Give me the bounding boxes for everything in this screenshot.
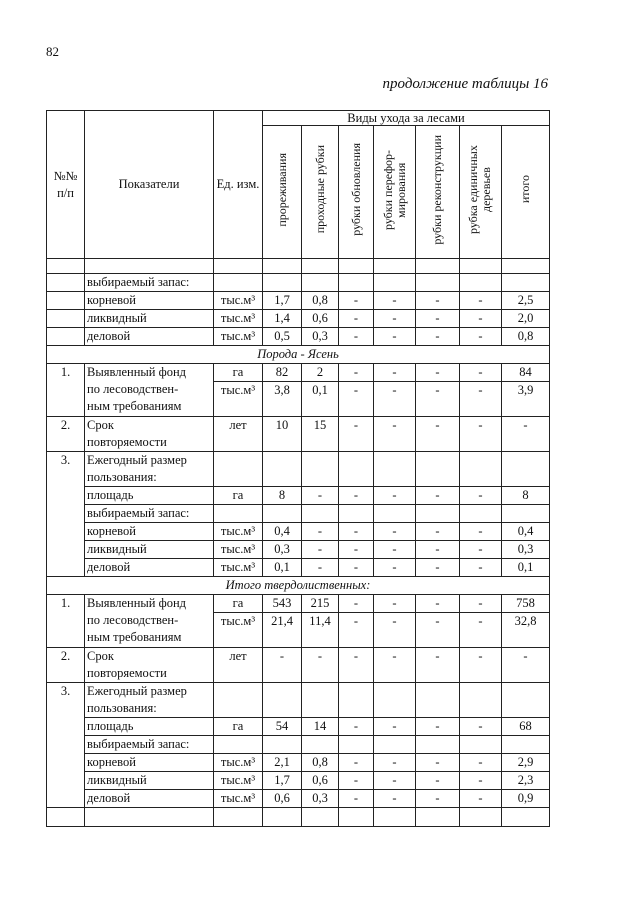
value-cell <box>339 683 374 718</box>
section-title: Итого твердолиственных: <box>47 577 550 595</box>
value-cell <box>374 274 416 292</box>
value-cell: 543 <box>263 595 302 613</box>
value-cell: 0,8 <box>502 328 550 346</box>
value-cell <box>263 452 302 487</box>
value-cell: - <box>502 417 550 452</box>
row-unit: лет <box>214 648 263 683</box>
row-indicator: Ежегодный размер пользования: <box>85 452 214 487</box>
value-cell: - <box>339 487 374 505</box>
value-cell: - <box>374 772 416 790</box>
value-cell: 0,8 <box>302 292 339 310</box>
table-row <box>47 772 550 790</box>
header-num: №№ п/п <box>47 111 85 259</box>
value-cell: 21,4 <box>263 613 302 648</box>
row-number: 2. <box>47 648 85 683</box>
value-cell: 2,1 <box>263 754 302 772</box>
value-cell: - <box>416 328 460 346</box>
value-cell: - <box>416 648 460 683</box>
value-cell: - <box>416 595 460 613</box>
value-cell <box>502 274 550 292</box>
value-cell: 0,5 <box>263 328 302 346</box>
value-cell: - <box>460 487 502 505</box>
value-cell: - <box>374 790 416 808</box>
value-cell <box>416 274 460 292</box>
row-unit: тыс.м³ <box>214 292 263 310</box>
value-cell <box>502 683 550 718</box>
value-cell: - <box>374 328 416 346</box>
row-number <box>47 328 85 346</box>
value-cell <box>339 505 374 523</box>
header-unit: Ед. изм. <box>214 111 263 259</box>
value-cell: - <box>460 595 502 613</box>
table-caption: продолжение таблицы 16 <box>382 76 548 92</box>
value-cell: - <box>339 523 374 541</box>
row-indicator: площадь <box>85 718 214 736</box>
header-col-renewal: рубки обновления <box>339 126 374 259</box>
forest-care-table <box>46 110 550 827</box>
value-cell: - <box>339 541 374 559</box>
table-row <box>47 541 550 559</box>
value-cell: - <box>339 364 374 382</box>
value-cell: 8 <box>263 487 302 505</box>
value-cell: 2,5 <box>502 292 550 310</box>
table-row <box>47 790 550 808</box>
value-cell: - <box>339 417 374 452</box>
value-cell <box>460 274 502 292</box>
row-unit <box>214 274 263 292</box>
value-cell: 1,7 <box>263 292 302 310</box>
row-unit: тыс.м³ <box>214 382 263 417</box>
value-cell: 0,6 <box>263 790 302 808</box>
row-indicator: Выявленный фонд по лесоводствен- ным требованиям <box>85 364 214 417</box>
value-cell: - <box>416 417 460 452</box>
empty-cell <box>214 808 263 827</box>
spacer-row <box>47 259 550 274</box>
row-number: 2. <box>47 417 85 452</box>
value-cell: - <box>339 382 374 417</box>
value-cell: - <box>460 310 502 328</box>
value-cell: 2,3 <box>502 772 550 790</box>
value-cell: - <box>339 648 374 683</box>
row-unit: тыс.м³ <box>214 613 263 648</box>
row-number: 1. <box>47 364 85 417</box>
value-cell: - <box>416 541 460 559</box>
value-cell: - <box>460 382 502 417</box>
value-cell: - <box>339 595 374 613</box>
value-cell <box>416 452 460 487</box>
value-cell: - <box>416 364 460 382</box>
table-row <box>47 328 550 346</box>
row-unit: га <box>214 487 263 505</box>
value-cell: - <box>416 772 460 790</box>
row-indicator: выбираемый запас: <box>85 736 214 754</box>
row-unit: тыс.м³ <box>214 754 263 772</box>
value-cell: 0,3 <box>302 328 339 346</box>
row-indicator: площадь <box>85 487 214 505</box>
row-unit <box>214 505 263 523</box>
table-row <box>47 364 550 382</box>
value-cell <box>460 736 502 754</box>
table-row <box>47 292 550 310</box>
row-unit: га <box>214 595 263 613</box>
value-cell: - <box>339 754 374 772</box>
value-cell: - <box>339 613 374 648</box>
value-cell: 1,7 <box>263 772 302 790</box>
value-cell: 84 <box>502 364 550 382</box>
table-row <box>47 718 550 736</box>
value-cell: - <box>374 417 416 452</box>
row-indicator: выбираемый запас: <box>85 274 214 292</box>
row-indicator: выбираемый запас: <box>85 505 214 523</box>
row-number: 1. <box>47 595 85 648</box>
value-cell: - <box>460 292 502 310</box>
value-cell: - <box>339 772 374 790</box>
table-row <box>47 595 550 613</box>
row-unit: тыс.м³ <box>214 541 263 559</box>
table-row <box>47 452 550 487</box>
value-cell <box>502 452 550 487</box>
value-cell: - <box>416 790 460 808</box>
row-unit: тыс.м³ <box>214 559 263 577</box>
value-cell: 32,8 <box>502 613 550 648</box>
page-number: 82 <box>46 44 59 59</box>
value-cell: 11,4 <box>302 613 339 648</box>
value-cell: - <box>460 772 502 790</box>
value-cell: 0,4 <box>263 523 302 541</box>
empty-cell <box>374 808 416 827</box>
row-number <box>47 292 85 310</box>
value-cell: - <box>302 523 339 541</box>
header-indicators: Показатели <box>85 111 214 259</box>
value-cell: 0,4 <box>502 523 550 541</box>
value-cell: - <box>263 648 302 683</box>
value-cell <box>263 274 302 292</box>
row-indicator: Срок повторяемости <box>85 648 214 683</box>
value-cell: - <box>460 648 502 683</box>
value-cell: - <box>460 523 502 541</box>
value-cell: - <box>416 487 460 505</box>
row-unit: лет <box>214 417 263 452</box>
table-row <box>47 736 550 754</box>
row-unit <box>214 683 263 718</box>
row-unit: тыс.м³ <box>214 310 263 328</box>
value-cell: - <box>416 382 460 417</box>
value-cell: - <box>339 328 374 346</box>
value-cell: - <box>302 559 339 577</box>
value-cell: - <box>460 541 502 559</box>
value-cell: 215 <box>302 595 339 613</box>
value-cell <box>302 683 339 718</box>
empty-cell <box>302 808 339 827</box>
value-cell: - <box>374 559 416 577</box>
table-row <box>47 559 550 577</box>
value-cell <box>502 736 550 754</box>
value-cell <box>302 505 339 523</box>
row-unit: тыс.м³ <box>214 328 263 346</box>
value-cell: - <box>374 292 416 310</box>
value-cell: - <box>460 559 502 577</box>
value-cell: - <box>374 310 416 328</box>
value-cell <box>302 452 339 487</box>
row-unit: га <box>214 364 263 382</box>
value-cell <box>460 452 502 487</box>
row-indicator: Ежегодный размер пользования: <box>85 683 214 718</box>
value-cell: 3,8 <box>263 382 302 417</box>
empty-cell <box>416 808 460 827</box>
value-cell: 0,9 <box>502 790 550 808</box>
value-cell <box>416 505 460 523</box>
row-indicator: корневой <box>85 523 214 541</box>
value-cell: - <box>374 595 416 613</box>
empty-cell <box>502 808 550 827</box>
header-col-single-trees: рубка единичных деревьев <box>460 126 502 259</box>
value-cell: - <box>416 613 460 648</box>
table-row <box>47 754 550 772</box>
table-row <box>47 523 550 541</box>
row-number: 3. <box>47 683 85 808</box>
value-cell <box>374 505 416 523</box>
row-number: 3. <box>47 452 85 577</box>
value-cell: - <box>416 523 460 541</box>
row-indicator: деловой <box>85 559 214 577</box>
header-group: Виды ухода за лесами <box>263 111 550 126</box>
section-title: Порода - Ясень <box>47 346 550 364</box>
value-cell <box>374 736 416 754</box>
value-cell: - <box>302 541 339 559</box>
value-cell: 0,8 <box>302 754 339 772</box>
value-cell: 0,1 <box>502 559 550 577</box>
row-unit: тыс.м³ <box>214 523 263 541</box>
row-unit: тыс.м³ <box>214 772 263 790</box>
value-cell: 82 <box>263 364 302 382</box>
row-indicator: деловой <box>85 328 214 346</box>
table-row <box>47 683 550 718</box>
value-cell: 1,4 <box>263 310 302 328</box>
value-cell: - <box>460 754 502 772</box>
value-cell: - <box>374 364 416 382</box>
row-unit <box>214 452 263 487</box>
value-cell: 2 <box>302 364 339 382</box>
value-cell: 3,9 <box>502 382 550 417</box>
row-indicator: Выявленный фонд по лесоводствен- ным требованиям <box>85 595 214 648</box>
value-cell: - <box>460 328 502 346</box>
value-cell <box>374 452 416 487</box>
value-cell <box>460 683 502 718</box>
row-unit <box>214 736 263 754</box>
empty-cell <box>47 808 85 827</box>
value-cell: 0,3 <box>302 790 339 808</box>
row-indicator: Срок повторяемости <box>85 417 214 452</box>
value-cell <box>416 683 460 718</box>
row-indicator: ликвидный <box>85 310 214 328</box>
value-cell <box>374 683 416 718</box>
value-cell: - <box>374 523 416 541</box>
value-cell: - <box>339 310 374 328</box>
empty-cell <box>85 808 214 827</box>
row-number <box>47 274 85 292</box>
value-cell: 0,3 <box>263 541 302 559</box>
row-indicator: ликвидный <box>85 541 214 559</box>
table-row <box>47 505 550 523</box>
value-cell: - <box>374 754 416 772</box>
value-cell <box>416 736 460 754</box>
value-cell: - <box>374 487 416 505</box>
row-unit: га <box>214 718 263 736</box>
row-indicator: деловой <box>85 790 214 808</box>
value-cell: - <box>339 292 374 310</box>
value-cell: - <box>374 718 416 736</box>
empty-cell <box>339 808 374 827</box>
section-row <box>47 346 550 364</box>
value-cell: 0,1 <box>263 559 302 577</box>
value-cell <box>339 452 374 487</box>
row-number <box>47 310 85 328</box>
table-row <box>47 648 550 683</box>
value-cell: 68 <box>502 718 550 736</box>
row-indicator: ликвидный <box>85 772 214 790</box>
value-cell: 0,3 <box>502 541 550 559</box>
value-cell: - <box>416 310 460 328</box>
value-cell: 0,1 <box>302 382 339 417</box>
value-cell: - <box>502 648 550 683</box>
value-cell <box>502 505 550 523</box>
value-cell <box>302 736 339 754</box>
header-col-thinning: прореживания <box>263 126 302 259</box>
value-cell: 8 <box>502 487 550 505</box>
value-cell: - <box>416 559 460 577</box>
header-col-passage: проходные рубки <box>302 126 339 259</box>
value-cell: - <box>374 648 416 683</box>
header-col-total: итого <box>502 126 550 259</box>
value-cell: 54 <box>263 718 302 736</box>
empty-cell <box>263 808 302 827</box>
value-cell: 2,9 <box>502 754 550 772</box>
value-cell: 14 <box>302 718 339 736</box>
value-cell: - <box>339 559 374 577</box>
value-cell: - <box>460 364 502 382</box>
value-cell: 758 <box>502 595 550 613</box>
value-cell: 15 <box>302 417 339 452</box>
value-cell: 2,0 <box>502 310 550 328</box>
row-indicator: корневой <box>85 754 214 772</box>
value-cell <box>460 505 502 523</box>
table-row <box>47 310 550 328</box>
value-cell <box>339 736 374 754</box>
spacer-row <box>47 808 550 827</box>
value-cell: - <box>460 790 502 808</box>
header-col-reconstruction: рубки реконструкции <box>416 126 460 259</box>
value-cell: - <box>339 718 374 736</box>
value-cell: - <box>374 382 416 417</box>
section-row <box>47 577 550 595</box>
value-cell: - <box>460 417 502 452</box>
value-cell <box>263 736 302 754</box>
value-cell: - <box>460 613 502 648</box>
value-cell: - <box>339 790 374 808</box>
value-cell <box>302 274 339 292</box>
table-row <box>47 487 550 505</box>
value-cell: - <box>302 487 339 505</box>
value-cell: - <box>374 541 416 559</box>
value-cell <box>339 274 374 292</box>
value-cell: - <box>460 718 502 736</box>
header-col-reformation: рубки перефор-мирования <box>374 126 416 259</box>
value-cell: - <box>374 613 416 648</box>
table-row <box>47 274 550 292</box>
empty-cell <box>460 808 502 827</box>
value-cell <box>263 683 302 718</box>
row-indicator: корневой <box>85 292 214 310</box>
value-cell: 0,6 <box>302 772 339 790</box>
table-row <box>47 417 550 452</box>
row-unit: тыс.м³ <box>214 790 263 808</box>
value-cell <box>263 505 302 523</box>
value-cell: - <box>416 754 460 772</box>
value-cell: - <box>416 292 460 310</box>
value-cell: - <box>416 718 460 736</box>
value-cell: - <box>302 648 339 683</box>
value-cell: 0,6 <box>302 310 339 328</box>
value-cell: 10 <box>263 417 302 452</box>
